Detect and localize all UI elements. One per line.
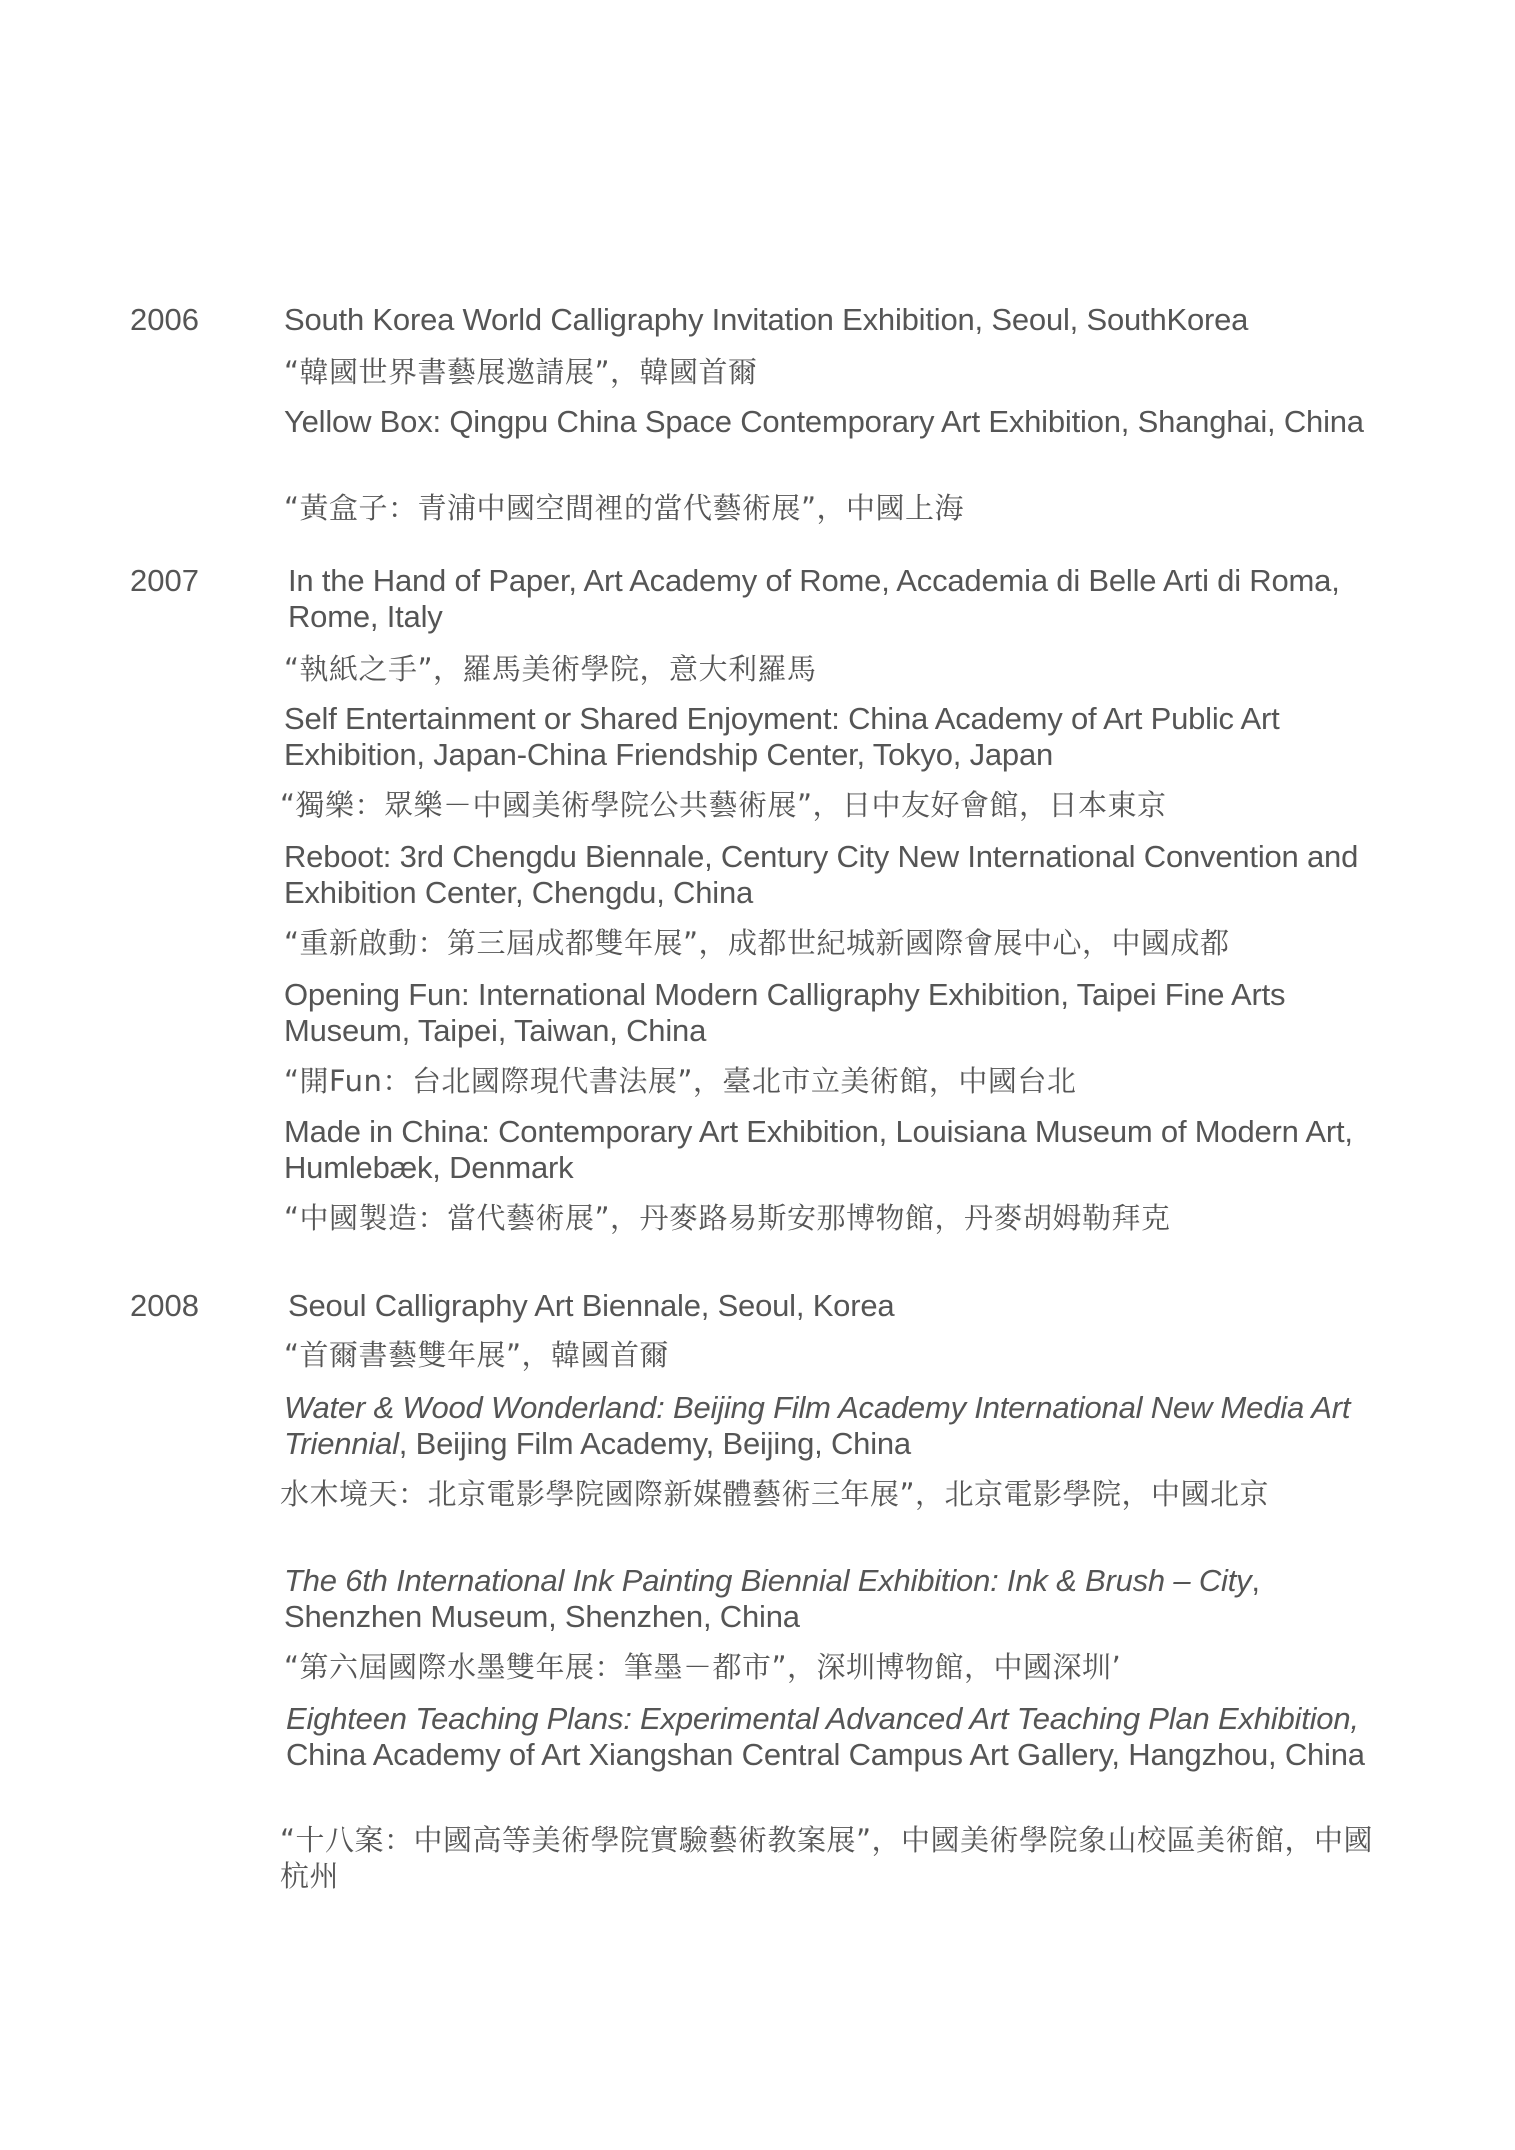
year-label: 2008 bbox=[130, 1288, 199, 1323]
exhibition-entry-zh: “十八案：中國高等美術學院實驗藝術教案展”，中國美術學院象山校區美術館，中國杭州 bbox=[280, 1823, 1374, 1893]
exhibition-entry-zh: “執紙之手”，羅馬美術學院，意大利羅馬 bbox=[284, 652, 817, 686]
exhibition-title-italic: The 6th International Ink Painting Biennial Exhibition: Ink & Brush – City bbox=[284, 1563, 1252, 1598]
year-label: 2006 bbox=[130, 302, 199, 337]
exhibition-entry-en: Self Entertainment or Shared Enjoyment: China Academy of Art Public Art Exhibition, Japan-China Friendship Center, Tokyo, Japan bbox=[284, 701, 1280, 772]
exhibition-entry-zh: “韓國世界書藝展邀請展”，韓國首爾 bbox=[284, 355, 758, 389]
exhibition-entry-zh: “黃盒子：青浦中國空間裡的當代藝術展”，中國上海 bbox=[284, 491, 965, 525]
exhibition-entry-en: Yellow Box: Qingpu China Space Contemporary Art Exhibition, Shanghai, China bbox=[284, 404, 1364, 439]
exhibition-title-italic: Water & Wood Wonderland: Beijing Film Academy International New Media Art Triennial bbox=[284, 1390, 1351, 1461]
exhibition-entry-zh: “獨樂：眾樂－中國美術學院公共藝術展”，日中友好會館，日本東京 bbox=[280, 788, 1167, 822]
exhibition-entry-zh: “中國製造：當代藝術展”，丹麥路易斯安那博物館，丹麥胡姆勒拜克 bbox=[284, 1201, 1171, 1235]
exhibition-entry-en: Seoul Calligraphy Art Biennale, Seoul, Korea bbox=[288, 1288, 895, 1323]
year-label: 2007 bbox=[130, 563, 199, 598]
exhibition-entry-zh: “重新啟動：第三屆成都雙年展”，成都世紀城新國際會展中心，中國成都 bbox=[284, 926, 1230, 960]
exhibition-entry-zh: “開Fun：台北國際現代書法展”，臺北市立美術館，中國台北 bbox=[284, 1064, 1077, 1098]
exhibition-entry-en bbox=[284, 1563, 1394, 1635]
exhibition-entry-en: South Korea World Calligraphy Invitation Exhibition, Seoul, SouthKorea bbox=[284, 302, 1249, 337]
exhibition-entry-en bbox=[284, 1390, 1394, 1462]
exhibition-venue: , Beijing Film Academy, Beijing, China bbox=[398, 1426, 911, 1461]
exhibition-venue: , Shenzhen Museum, Shenzhen, China bbox=[284, 1563, 1260, 1634]
exhibition-entry-zh: “首爾書藝雙年展”，韓國首爾 bbox=[284, 1338, 670, 1372]
exhibition-title-italic: Eighteen Teaching Plans: Experimental Advanced Art Teaching Plan Exhibition, bbox=[286, 1701, 1359, 1736]
exhibition-venue: China Academy of Art Xiangshan Central Campus Art Gallery, Hangzhou, China bbox=[286, 1737, 1365, 1772]
exhibition-entry-zh: “第六屆國際水墨雙年展：筆墨－都市”，深圳博物館，中國深圳’ bbox=[284, 1650, 1122, 1684]
exhibition-entry-en bbox=[286, 1701, 1396, 1773]
exhibition-entry-zh: 水木境天：北京電影學院國際新媒體藝術三年展”，北京電影學院，中國北京 bbox=[280, 1477, 1270, 1511]
exhibition-entry-en: Reboot: 3rd Chengdu Biennale, Century City New International Convention and Exhibition Center, Chengdu, China bbox=[284, 839, 1359, 910]
exhibition-entry-en: Made in China: Contemporary Art Exhibition, Louisiana Museum of Modern Art, Humlebæk, Denmark bbox=[284, 1114, 1353, 1185]
exhibition-entry-en: In the Hand of Paper, Art Academy of Rome, Accademia di Belle Arti di Roma, Rome, Italy bbox=[288, 563, 1340, 634]
exhibition-entry-en: Opening Fun: International Modern Calligraphy Exhibition, Taipei Fine Arts Museum, Taipei, Taiwan, China bbox=[284, 977, 1286, 1048]
